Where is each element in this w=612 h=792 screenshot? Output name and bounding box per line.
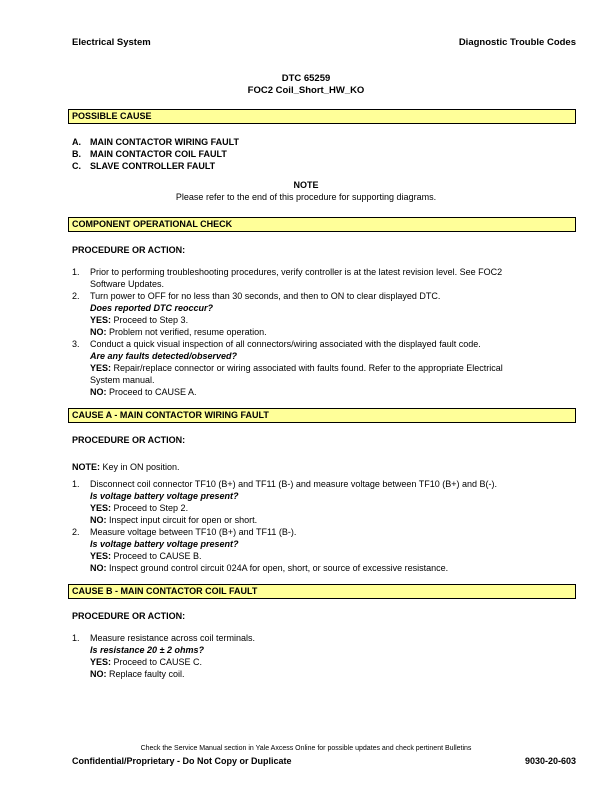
footer-service-note: Check the Service Manual section in Yale Axcess Online for possible updates and check pertinent Bulletins	[140, 745, 472, 752]
procedure-label: PROCEDURE OR ACTION:	[72, 611, 186, 621]
cause-a-heading: CAUSE A - MAIN CONTACTOR WIRING FAULT	[68, 408, 576, 423]
step-question: Is resistance 20 ± 2 ohms?	[90, 645, 204, 655]
yes-line	[90, 656, 560, 668]
procedure-label: PROCEDURE OR ACTION:	[72, 245, 186, 255]
yes-label: YES:	[90, 315, 112, 325]
step-text: Prior to performing troubleshooting procedures, verify controller is at the latest revision level. See FOC2	[90, 267, 503, 277]
cause-letter: B.	[72, 149, 81, 159]
dtc-name-title: FOC2 Coil_Short_HW_KO	[247, 85, 365, 96]
step-text: Software Updates.	[90, 279, 165, 289]
step-question: Does reported DTC reoccur?	[90, 303, 214, 313]
step-text: Disconnect coil connector TF10 (B+) and TF11 (B-) and measure voltage between TF10 (B+) and B(-).	[90, 479, 498, 489]
cause-item: MAIN CONTACTOR COIL FAULT	[90, 149, 227, 159]
yes-label: YES:	[90, 363, 112, 373]
no-label: NO:	[90, 563, 107, 573]
yes-label: YES:	[90, 551, 112, 561]
step-number: 2.	[72, 291, 80, 301]
cause-letter: C.	[72, 161, 81, 171]
no-text: Inspect ground control circuit 024A for open, short, or source of excessive resistance.	[106, 563, 449, 573]
no-label: NO:	[90, 669, 107, 679]
step-text: Turn power to OFF for no less than 30 seconds, and then to ON to clear displayed DTC.	[90, 291, 441, 301]
possible-cause-heading: POSSIBLE CAUSE	[68, 109, 576, 124]
step-question: Are any faults detected/observed?	[90, 351, 238, 361]
step-number: 1.	[72, 633, 80, 643]
component-check-heading: COMPONENT OPERATIONAL CHECK	[68, 217, 576, 232]
key-note	[72, 461, 180, 473]
footer-confidential: Confidential/Proprietary - Do Not Copy or Duplicate	[72, 756, 292, 766]
yes-line	[90, 550, 560, 562]
no-text: Problem not verified, resume operation.	[106, 327, 267, 337]
cause-item: MAIN CONTACTOR WIRING FAULT	[90, 137, 239, 147]
cause-letter: A.	[72, 137, 81, 147]
no-label: NO:	[90, 515, 107, 525]
yes-label: YES:	[90, 657, 112, 667]
no-label: NO:	[90, 327, 107, 337]
note-body: Key in ON position.	[100, 462, 180, 472]
yes-text: Repair/replace connector or wiring associated with faults found. Refer to the appropriate Electrical	[111, 363, 503, 373]
step-number: 1.	[72, 479, 80, 489]
no-line	[90, 668, 560, 680]
header-chapter-title: Diagnostic Trouble Codes	[458, 37, 576, 48]
no-line	[90, 562, 560, 574]
step-number: 1.	[72, 267, 80, 277]
step-question: Is voltage battery voltage present?	[90, 539, 239, 549]
no-text: Inspect input circuit for open or short.	[106, 515, 258, 525]
dtc-code-title: DTC 65259	[281, 73, 331, 84]
step-question: Is voltage battery voltage present?	[90, 491, 239, 501]
step-text: Conduct a quick visual inspection of all connectors/wiring associated with the displayed fault code.	[90, 339, 481, 349]
yes-continuation: System manual.	[90, 375, 155, 385]
yes-text: Proceed to Step 3.	[111, 315, 189, 325]
yes-text: Proceed to CAUSE C.	[111, 657, 203, 667]
step-number: 2.	[72, 527, 80, 537]
step-text: Measure voltage between TF10 (B+) and TF11 (B-).	[90, 527, 297, 537]
step-text: Measure resistance across coil terminals.	[90, 633, 256, 643]
yes-line	[90, 314, 560, 326]
cause-item: SLAVE CONTROLLER FAULT	[90, 161, 216, 171]
no-text: Proceed to CAUSE A.	[106, 387, 197, 397]
no-line	[90, 326, 560, 338]
no-line	[90, 386, 560, 398]
no-line	[90, 514, 560, 526]
yes-label: YES:	[90, 503, 112, 513]
no-text: Replace faulty coil.	[106, 669, 185, 679]
yes-text: Proceed to CAUSE B.	[111, 551, 202, 561]
cause-b-heading: CAUSE B - MAIN CONTACTOR COIL FAULT	[68, 584, 576, 599]
yes-line	[90, 362, 560, 374]
step-number: 3.	[72, 339, 80, 349]
yes-line	[90, 502, 560, 514]
footer-page-number: 9030-20-603	[524, 756, 576, 766]
procedure-label: PROCEDURE OR ACTION:	[72, 435, 186, 445]
note-text: Please refer to the end of this procedure for supporting diagrams.	[175, 192, 437, 202]
note-heading: NOTE	[293, 180, 319, 190]
no-label: NO:	[90, 387, 107, 397]
header-section-title: Electrical System	[72, 37, 151, 48]
note-label: NOTE:	[72, 462, 100, 472]
yes-text: Proceed to Step 2.	[111, 503, 189, 513]
